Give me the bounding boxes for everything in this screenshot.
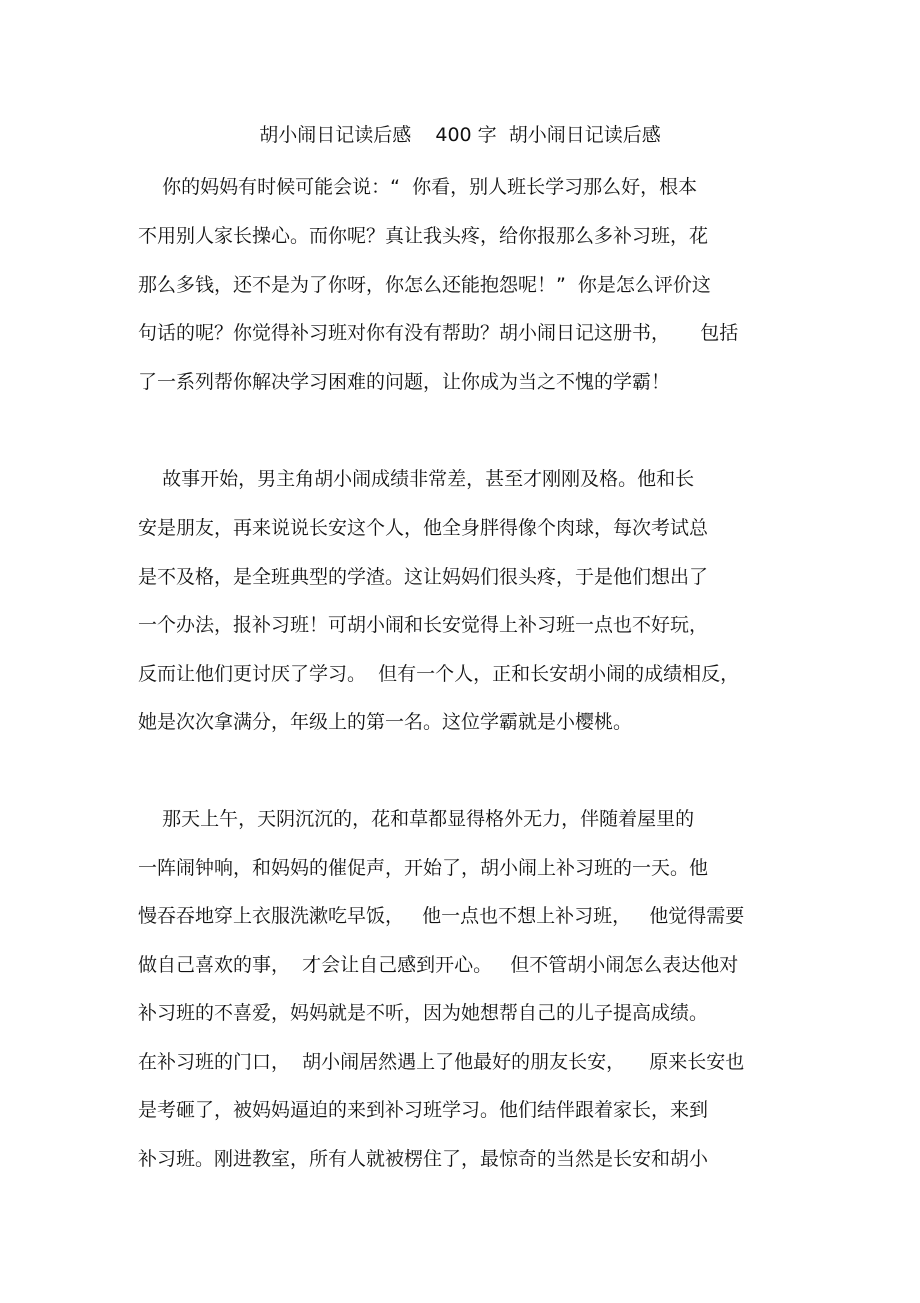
paragraph-1-line-1: 你的妈妈有时候可能会说：“ 你看，别人班长学习那么好，根本 <box>138 176 698 198</box>
paragraph-1-line-5: 了一系列帮你解决学习困难的问题，让你成为当之不愧的学霸！ <box>138 371 671 393</box>
paragraph-3-line-4: 做自己喜欢的事， 才会让自己感到开心。 但不管胡小闹怎么表达他对 <box>138 954 739 976</box>
document-title: 胡小闹日记读后感 400 字 胡小闹日记读后感 <box>259 124 661 146</box>
paragraph-2-line-1: 故事开始，男主角胡小闹成绩非常差，甚至才刚刚及格。他和长 <box>138 468 695 490</box>
paragraph-1-line-2: 不用别人家长操心。而你呢？真让我头疼，给你报那么多补习班，花 <box>138 225 709 247</box>
paragraph-2-line-6: 她是次次拿满分，年级上的第一名。这位学霸就是小樱桃。 <box>138 711 633 733</box>
paragraph-1-line-4: 句话的呢？你觉得补习班对你有没有帮助？胡小闹日记这册书， 包括 <box>138 322 739 344</box>
paragraph-1-line-3: 那么多钱，还不是为了你呀，你怎么还能抱怨呢！” 你是怎么评价这 <box>138 274 711 296</box>
paragraph-2-line-2: 安是朋友，再来说说长安这个人，他全身胖得像个肉球，每次考试总 <box>138 517 709 539</box>
paragraph-3-line-6: 在补习班的门口， 胡小闹居然遇上了他最好的朋友长安， 原来长安也 <box>138 1051 745 1073</box>
paragraph-3-line-7: 是考砸了，被妈妈逼迫的来到补习班学习。他们结伴跟着家长，来到 <box>138 1099 709 1121</box>
paragraph-3-line-5: 补习班的不喜爱，妈妈就是不听，因为她想帮自己的儿子提高成绩。 <box>138 1002 709 1024</box>
paragraph-2-line-5: 反而让他们更讨厌了学习。 但有一个人，正和长安胡小闹的成绩相反， <box>138 663 740 685</box>
paragraph-2-line-3: 是不及格，是全班典型的学渣。这让妈妈们很头疼，于是他们想出了 <box>138 566 709 588</box>
paragraph-3-line-2: 一阵闹钟响，和妈妈的催促声，开始了，胡小闹上补习班的一天。他 <box>138 857 709 879</box>
paragraph-3-line-1: 那天上午，天阴沉沉的，花和草都显得格外无力，伴随着屋里的 <box>138 808 695 830</box>
paragraph-2-line-4: 一个办法，报补习班！可胡小闹和长安觉得上补习班一点也不好玩， <box>138 614 709 636</box>
paragraph-3-line-3: 慢吞吞地穿上衣服洗漱吃早饭， 他一点也不想上补习班， 他觉得需要 <box>138 905 745 927</box>
paragraph-3-line-8: 补习班。刚进教室，所有人就被楞住了，最惊奇的当然是长安和胡小 <box>138 1148 709 1170</box>
